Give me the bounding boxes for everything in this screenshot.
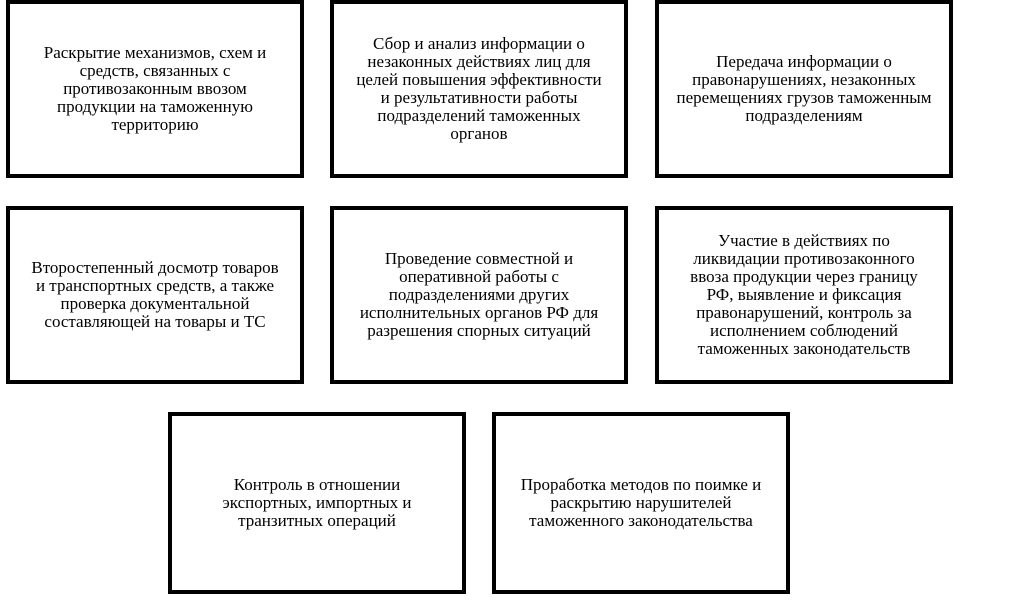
function-box-text: Передача информации о правонарушениях, незаконных перемещениях грузов таможенным подразделениям	[676, 52, 932, 125]
function-box-border-enforcement	[655, 206, 953, 384]
function-box-joint-work	[330, 206, 628, 384]
function-box-text: Второстепенный досмотр товаров и транспортных средств, а также проверка документальной составляющей на товары и ТС	[31, 258, 279, 331]
function-box-information-collection	[330, 0, 628, 178]
function-box-disclosure-of-schemes	[6, 0, 304, 178]
function-box-information-transfer	[655, 0, 953, 178]
function-box-secondary-inspection	[6, 206, 304, 384]
function-box-text: Проведение совместной и оперативной работы с подразделениями других исполнительных органов РФ для разрешения спорных ситуаций	[359, 249, 599, 340]
function-box-text: Сбор и анализ информации о незаконных действиях лиц для целей повышения эффективности и результативности работы подразделений таможенных органов	[356, 34, 602, 143]
function-box-operations-control	[168, 412, 466, 594]
function-box-violator-methods	[492, 412, 790, 594]
function-box-text: Проработка методов по поимке и раскрытию нарушителей таможенного законодательства	[520, 475, 762, 530]
function-box-text: Контроль в отношении экспортных, импортных и транзитных операций	[222, 475, 412, 530]
function-box-text: Раскрытие механизмов, схем и средств, связанных с противозаконным ввозом продукции на таможенную территорию	[43, 43, 267, 134]
function-box-text: Участие в действиях по ликвидации противозаконного ввоза продукции через границу РФ, выявление и фиксация правонарушений, контроль за исполнением соблюдений таможенных законодательств	[690, 231, 918, 358]
